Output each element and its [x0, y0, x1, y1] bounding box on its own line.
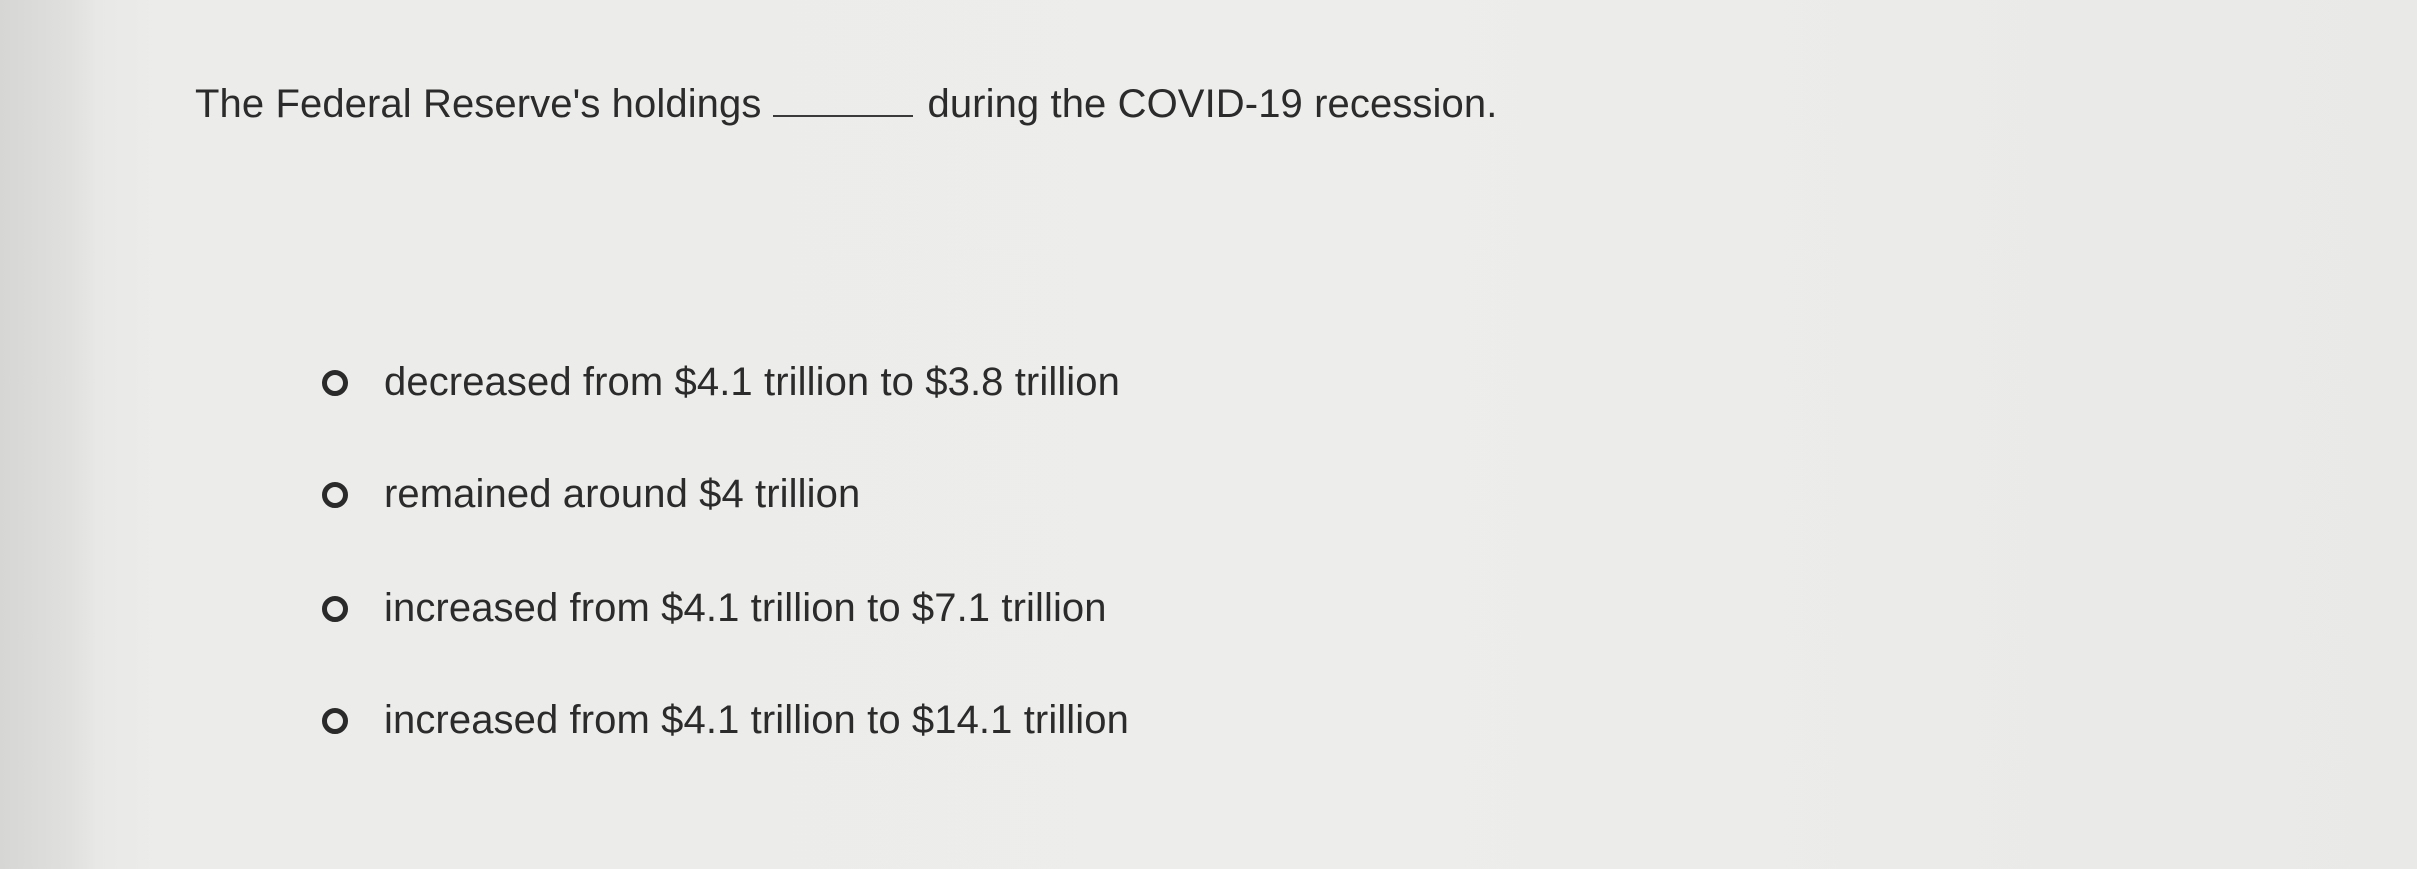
radio-button-icon[interactable] [322, 370, 348, 396]
screen-edge [0, 0, 95, 869]
radio-button-icon[interactable] [322, 708, 348, 734]
answer-option-2[interactable] [322, 472, 860, 517]
question-text [195, 82, 1497, 127]
question-blank [773, 105, 913, 117]
answer-option-label: decreased from $4.1 trillion to $3.8 trillion [384, 360, 1120, 404]
question-prefix: The Federal Reserve's holdings [195, 82, 762, 126]
answer-option-label: increased from $4.1 trillion to $14.1 trillion [384, 698, 1129, 742]
answer-option-1[interactable] [322, 360, 1120, 405]
radio-button-icon[interactable] [322, 482, 348, 508]
answer-option-label: increased from $4.1 trillion to $7.1 trillion [384, 586, 1107, 630]
answer-option-4[interactable] [322, 698, 1129, 743]
question-suffix: during the COVID-19 recession. [927, 82, 1498, 126]
radio-button-icon[interactable] [322, 596, 348, 622]
answer-option-label: remained around $4 trillion [384, 472, 861, 516]
answer-option-3[interactable] [322, 586, 1107, 631]
